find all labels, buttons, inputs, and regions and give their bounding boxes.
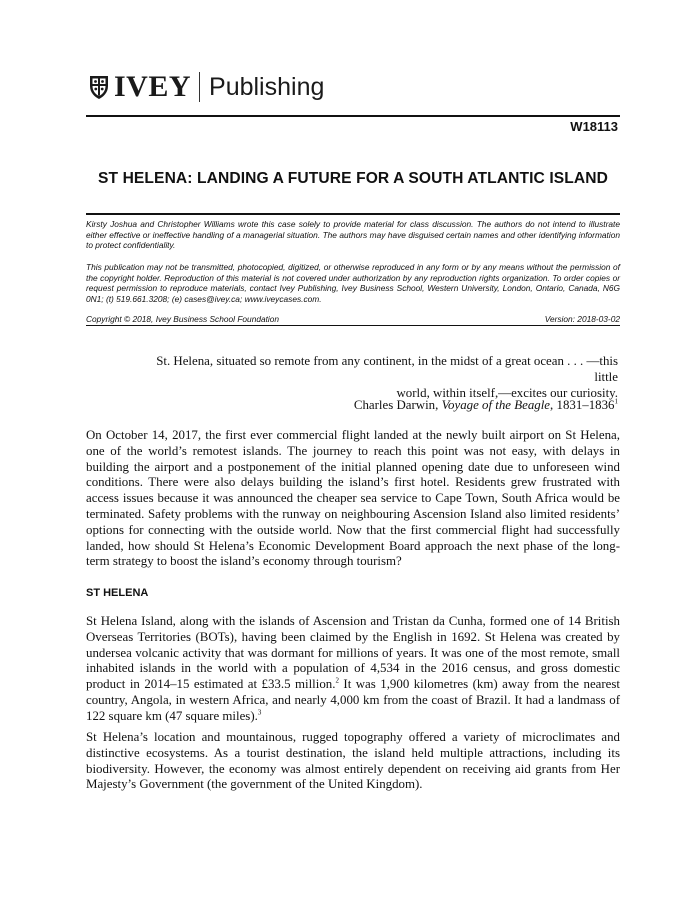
epigraph-quote (140, 354, 618, 401)
intro-paragraph: On October 14, 2017, the first ever commercial flight landed at the newly built airport on St Helena, one of the world’s remotest islands. The journey to reach this point was not easy, with delays in building the airport and a postponement of the initial planned opening date due to unforeseen wind conditions. There were also delays building the island’s first hotel. Residents grew frustrated with access issues because it was announced the cheaper sea service to Cape Town, South Africa would be terminated. Safety problems with the runway on neighbouring Ascension Island also limited residents’ options for connecting with the outside world. Now that the first commercial flight had successfully landed, how should St Helena’s Economic Development Board approach the next phase of the long-term strategy to boost the island’s economy through tourism? (86, 428, 620, 569)
footnote-ref: 2 (335, 676, 339, 685)
epigraph-work: Voyage of the Beagle (441, 398, 551, 412)
copyright-text: Copyright © 2018, Ivey Business School Foundation (86, 314, 280, 324)
notes-top-rule (86, 213, 620, 215)
authors-note: Kirsty Joshua and Christopher Williams wrote this case solely to provide material for class discussion. The authors do not intend to illustrate either effective or ineffective handling of a managerial situation. The authors may have disguised certain names and other identifying information to protect confidentiality. (86, 219, 620, 251)
publisher-name: Publishing (209, 73, 325, 101)
header-rule (86, 115, 620, 117)
permissions-note: This publication may not be transmitted, photocopied, digitized, or otherwise reproduced in any form or by any means without the permission of the copyright holder. Reproduction of this material is not covered under authorization by any reproduction rights organization. To order copies or request permission to reproduce materials, contact Ivey Publishing, Ivey Business School, Western University, London, Ontario, Canada, N6G 0N1; (t) 519.661.3208; (e) cases@ivey.ca; www.iveycases.com. (86, 262, 620, 304)
case-number: W18113 (570, 119, 618, 134)
notes-bottom-rule (86, 325, 620, 326)
paragraph-text: It was 1,900 kilometres (km) away from the nearest country, Angola, in western Africa, and nearly 4,000 km from the coast of Brazil. It had a landmass of 122 square km (47 square miles). (86, 677, 620, 723)
shield-crest-icon (88, 74, 110, 100)
logo-divider (199, 72, 200, 102)
epigraph-years: , 1831–1836 (550, 398, 615, 412)
case-title: ST HELENA: LANDING A FUTURE FOR A SOUTH ATLANTIC ISLAND (98, 170, 608, 187)
section-heading: ST HELENA (86, 587, 149, 599)
brand-name: IVEY (114, 70, 192, 103)
epigraph-author: Charles Darwin, (353, 398, 442, 412)
paragraph-topography: St Helena’s location and mountainous, rugged topography offered a variety of microclimates and distinctive ecosystems. As a tourist destination, the island held multiple attractions, including its biodiversity. However, the economy was almost entirely dependent on receiving aid grants from Her Majesty’s Government (the government of the United Kingdom). (86, 730, 620, 792)
paragraph-st-helena (86, 614, 620, 725)
copyright-row (86, 314, 620, 324)
footnote-ref: 3 (257, 708, 262, 717)
ivey-publishing-logo (88, 70, 324, 104)
version-text: Version: 2018-03-02 (544, 314, 620, 324)
epigraph-attribution (140, 398, 618, 414)
paragraph-text: St Helena Island, along with the islands of Ascension and Tristan da Cunha, formed one of 14 British Overseas Territories (BOTs), having been claimed by the English in 1692. St Helena was created by undersea volcanic activity that was dormant for millions of years. It was one of the most remote, small inhabited islands in the world with a population of 4,534 in the 2016 census, and gross domestic product in 2014–15 estimated at £33.5 million. (86, 614, 620, 692)
epigraph-line-2: world, within itself,—excites our curiosity. (396, 385, 618, 400)
epigraph-line-1: St. Helena, situated so remote from any continent, in the midst of a great ocean . . . —this little (156, 354, 618, 384)
footnote-ref: 1 (614, 397, 618, 406)
